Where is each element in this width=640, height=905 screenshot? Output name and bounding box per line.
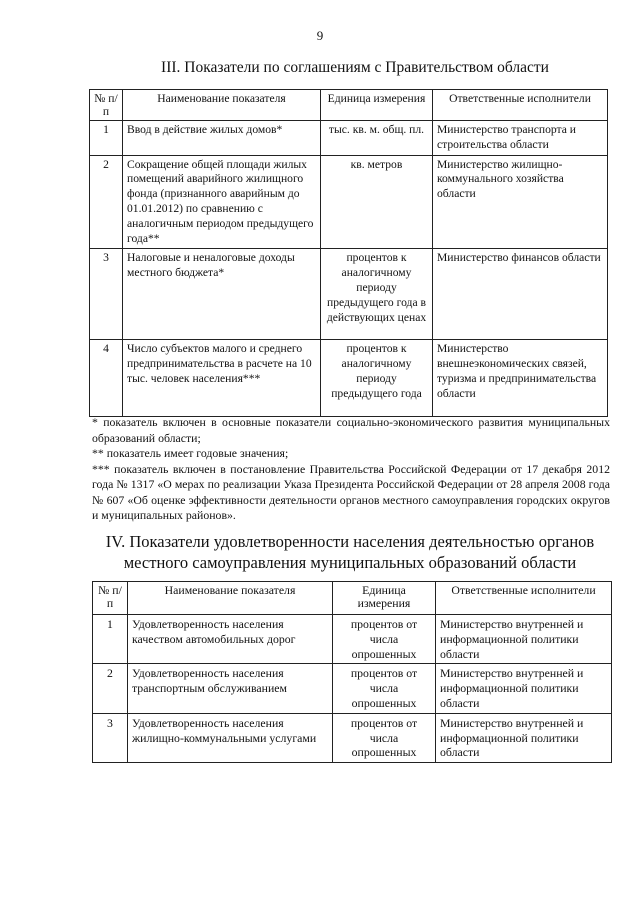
header-name: Наименование показателя (128, 582, 333, 615)
header-name: Наименование показателя (123, 90, 321, 121)
row-unit: процентов к аналогичному периоду предыдущего года (321, 340, 433, 417)
row-responsible: Министерство финансов области (433, 249, 608, 340)
header-resp: Ответственные исполнители (436, 582, 612, 615)
footnote-2: ** показатель имеет годовые значения; (92, 446, 289, 460)
row-indicator-name: Удовлетворенность населения жилищно-коммунальными услугами (128, 713, 333, 762)
row-indicator-name: Налоговые и неналоговые доходы местного бюджета* (123, 249, 321, 340)
agreement-indicators-table (89, 89, 608, 417)
row-indicator-name: Удовлетворенность населения качеством автомобильных дорог (128, 615, 333, 664)
row-num: 4 (90, 340, 123, 417)
table-header-row (93, 582, 612, 615)
row-num: 3 (90, 249, 123, 340)
section-4-title: IV. Показатели удовлетворенности населения деятельностью органов местного самоуправления муниципальных образований области (105, 532, 595, 572)
table-header-row (90, 90, 608, 121)
page-number: 9 (316, 28, 324, 43)
header-unit: Единица измерения (321, 90, 433, 121)
row-responsible: Министерство внутренней и информационной политики области (436, 664, 612, 713)
row-num: 2 (93, 664, 128, 713)
row-responsible: Министерство внешнеэкономических связей, туризма и предпринимательства области (433, 340, 608, 417)
table-row (93, 664, 612, 713)
row-indicator-name: Удовлетворенность населения транспортным обслуживанием (128, 664, 333, 713)
row-unit: процентов к аналогичному периоду предыдущего года в действующих ценах (321, 249, 433, 340)
row-responsible: Министерство жилищно-коммунального хозяйства области (433, 155, 608, 249)
row-responsible: Министерство внутренней и информационной политики области (436, 615, 612, 664)
table-row (90, 155, 608, 249)
row-unit: процентов от числа опрошенных (333, 615, 436, 664)
footnotes (92, 415, 610, 524)
row-indicator-name: Число субъектов малого и среднего предпринимательства в расчете на 10 тыс. человек населения*** (123, 340, 321, 417)
header-num: № п/п (90, 90, 123, 121)
footnote-3: *** показатель включен в постановление Правительства Российской Федерации от 17 декабря 2012 года № 1317 «О мерах по реализации Указа Президента Российской Федерации от 28 апреля 2008 года № 607 «Об оценке эффективности деятельности органов местного самоуправления городских округов и муниципальных районов». (92, 461, 610, 522)
table-row (90, 121, 608, 156)
row-num: 3 (93, 713, 128, 762)
row-num: 2 (90, 155, 123, 249)
row-num: 1 (93, 615, 128, 664)
row-unit: тыс. кв. м. общ. пл. (321, 121, 433, 156)
row-unit: кв. метров (321, 155, 433, 249)
table-row (90, 249, 608, 340)
header-unit: Единица измерения (333, 582, 436, 615)
header-num: № п/п (93, 582, 128, 615)
row-indicator-name: Сокращение общей площади жилых помещений аварийного жилищного фонда (признанного аварийным до 01.01.2012) по сравнению с аналогичным периодом предыдущего года** (123, 155, 321, 249)
section-3-title: III. Показатели по соглашениям с Правительством области (161, 59, 549, 76)
footnote-1: * показатель включен в основные показатели социально-экономического развития муниципальных образований области; (92, 415, 610, 445)
row-num: 1 (90, 121, 123, 156)
row-unit: процентов от числа опрошенных (333, 664, 436, 713)
row-unit: процентов от числа опрошенных (333, 713, 436, 762)
row-responsible: Министерство внутренней и информационной политики области (436, 713, 612, 762)
header-resp: Ответственные исполнители (433, 90, 608, 121)
table-row (93, 615, 612, 664)
satisfaction-indicators-table (92, 581, 612, 763)
table-row (93, 713, 612, 762)
table-row (90, 340, 608, 417)
row-indicator-name: Ввод в действие жилых домов* (123, 121, 321, 156)
row-responsible: Министерство транспорта и строительства области (433, 121, 608, 156)
